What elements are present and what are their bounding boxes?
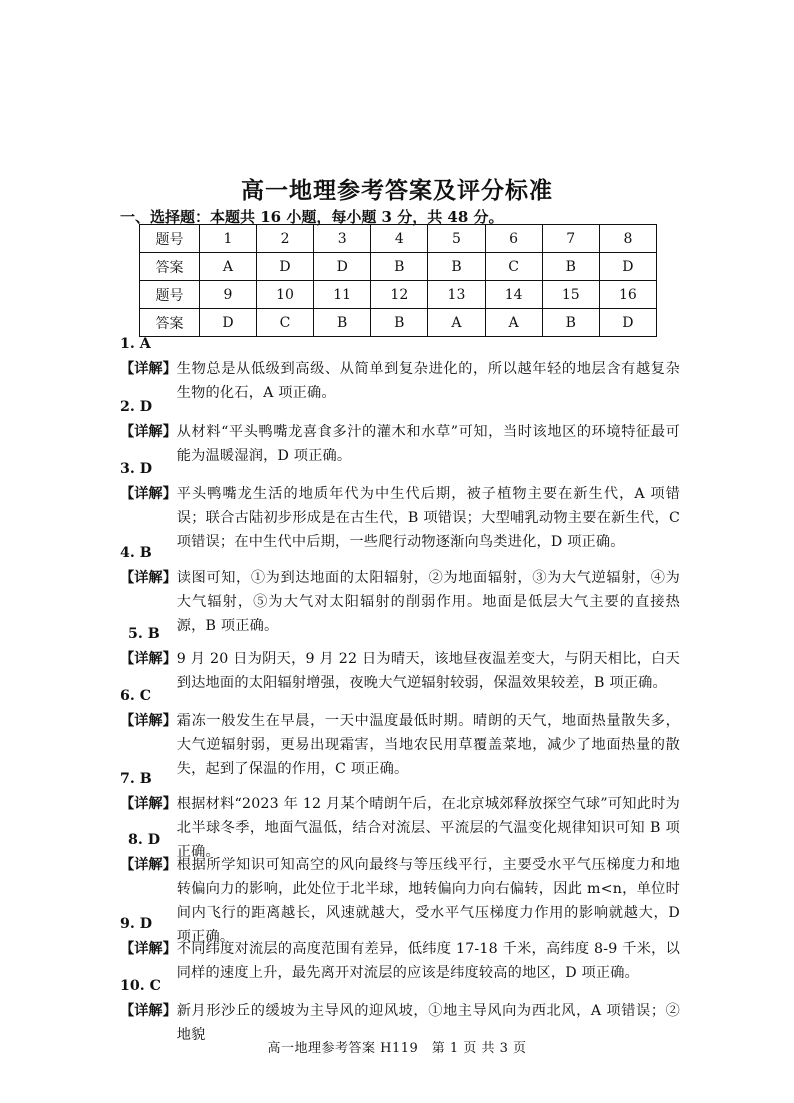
question-number: 6. C (120, 688, 152, 704)
section-heading: 一、选择题：本题共 16 小题，每小题 3 分，共 48 分。 (120, 208, 504, 226)
detail-text: 根据材料“2023 年 12 月某个晴朗午后，在北京城郊释放探空气球”可知此时为北半球冬季，地面气温低，结合对流层、平流层的气温变化规律知识可知 B 项正确。 (176, 796, 680, 860)
answer-table-cell: B (542, 253, 599, 281)
question-number: 8. D (128, 832, 161, 848)
detail-tag: 【详解】 (120, 713, 177, 729)
detail-tag: 【详解】 (120, 361, 177, 377)
answer-table-cell: 7 (542, 225, 599, 253)
answer-table-cell: A (485, 309, 542, 337)
answer-table-cell: 1 (199, 225, 256, 253)
question-number: 7. B (120, 771, 152, 787)
answer-table-row (140, 253, 657, 281)
question-6 (120, 686, 680, 781)
page-title: 高一地理参考答案及评分标准 (241, 177, 553, 204)
detail-text: 不同纬度对流层的高度范围有差异，低纬度 17-18 千米，高纬度 8-9 千米，以同样的速度上升，最先离开对流层的应该是纬度较高的地区，D 项正确。 (176, 941, 680, 981)
detail-tag: 【详解】 (120, 941, 177, 957)
question-number: 10. C (120, 978, 161, 994)
detail-tag: 【详解】 (120, 1003, 177, 1019)
detail-text: 根据所学知识可知高空的风向最终与等压线平行，主要受水平气压梯度力和地转偏向力的影响，此处位于北半球，地转偏向力向右偏转，因此 m<n，单位时间内飞行的距离越长，风速就越大，受水平气压梯度力作用的影响就越大，D 项正确。 (176, 857, 680, 945)
answer-table-cell: 5 (428, 225, 485, 253)
detail-tag: 【详解】 (120, 424, 177, 440)
answer-table-cell: B (371, 309, 428, 337)
detail-text: 读图可知，①为到达地面的太阳辐射，②为地面辐射，③为大气逆辐射，④为大气辐射，⑤为大气对太阳辐射的削弱作用。地面是低层大气主要的直接热源，B 项正确。 (176, 570, 680, 634)
answer-table-cell: 14 (485, 281, 542, 309)
question-9 (120, 914, 680, 985)
answer-table-cell: 9 (199, 281, 256, 309)
answer-table-cell: D (599, 253, 656, 281)
question-2 (120, 397, 680, 468)
detail-tag: 【详解】 (120, 570, 177, 586)
answer-table-cell: 2 (256, 225, 313, 253)
answer-table-cell: B (428, 253, 485, 281)
detail-tag: 【详解】 (120, 486, 177, 502)
answer-table-cell: D (314, 253, 371, 281)
detail-tag: 【详解】 (120, 651, 177, 667)
answer-table-row (140, 281, 657, 309)
page-footer: 高一地理参考答案 H119 第 1 页 共 3 页 (267, 1041, 527, 1056)
answer-table-cell: A (428, 309, 485, 337)
question-number: 3. D (120, 461, 153, 477)
question-number: 2. D (120, 399, 153, 415)
answer-table-cell: D (599, 309, 656, 337)
answer-table-row-header: 答案 (140, 253, 200, 281)
question-number: 9. D (120, 916, 153, 932)
answer-table-cell: 6 (485, 225, 542, 253)
answer-table-row (140, 309, 657, 337)
answer-table-cell: B (542, 309, 599, 337)
question-1 (120, 334, 680, 405)
answer-table-cell: 3 (314, 225, 371, 253)
question-number: 5. B (128, 626, 160, 642)
answer-table (139, 224, 657, 337)
detail-text: 霜冻一般发生在早晨，一天中温度最低时期。晴朗的天气，地面热量散失多，大气逆辐射弱，更易出现霜害，当地农民用草覆盖菜地，减少了地面热量的散失，起到了保温的作用，C 项正确。 (176, 713, 680, 777)
answer-table-row-header: 答案 (140, 309, 200, 337)
answer-table-cell: C (485, 253, 542, 281)
answer-table-cell: B (371, 253, 428, 281)
detail-text: 生物总是从低级到高级、从简单到复杂进化的，所以越年轻的地层含有越复杂生物的化石，A 项正确。 (176, 361, 680, 401)
answer-table-cell: 16 (599, 281, 656, 309)
detail-text: 从材料“平头鸭嘴龙喜食多汁的灌木和水草”可知，当时该地区的环境特征最可能为温暖湿润，D 项正确。 (176, 424, 680, 464)
answer-table-cell: 13 (428, 281, 485, 309)
question-number: 4. B (120, 545, 152, 561)
answer-table-cell: D (256, 253, 313, 281)
question-5 (120, 624, 680, 695)
answer-table-cell: B (314, 309, 371, 337)
detail-text: 9 月 20 日为阴天，9 月 22 日为晴天，该地昼夜温差变大，与阴天相比，白天到达地面的太阳辐射增强，夜晚大气逆辐射较弱，保温效果较差，B 项正确。 (176, 651, 680, 691)
answer-table-cell: C (256, 309, 313, 337)
detail-text: 平头鸭嘴龙生活的地质年代为中生代后期，被子植物主要在新生代，A 项错误；联合古陆初步形成是在古生代，B 项错误；大型哺乳动物主要在新生代，C 项错误；在中生代中后期，一些爬行动物逐渐向鸟类进化，D 项正确。 (176, 486, 680, 550)
answer-table-cell: 8 (599, 225, 656, 253)
answer-table-cell: 12 (371, 281, 428, 309)
question-3 (120, 459, 680, 554)
answer-table-cell: 11 (314, 281, 371, 309)
answer-table-row-header: 题号 (140, 225, 200, 253)
answer-table-cell: A (199, 253, 256, 281)
detail-tag: 【详解】 (120, 857, 177, 873)
answer-table-row (140, 225, 657, 253)
answer-table-cell: D (199, 309, 256, 337)
detail-tag: 【详解】 (120, 796, 177, 812)
answer-table-row-header: 题号 (140, 281, 200, 309)
detail-text: 新月形沙丘的缓坡为主导风的迎风坡，①地主导风向为西北风，A 项错误；②地貌 (176, 1003, 680, 1043)
answer-table-cell: 10 (256, 281, 313, 309)
answer-table-cell: 15 (542, 281, 599, 309)
answer-table-cell: 4 (371, 225, 428, 253)
question-number: 1. A (120, 336, 151, 352)
